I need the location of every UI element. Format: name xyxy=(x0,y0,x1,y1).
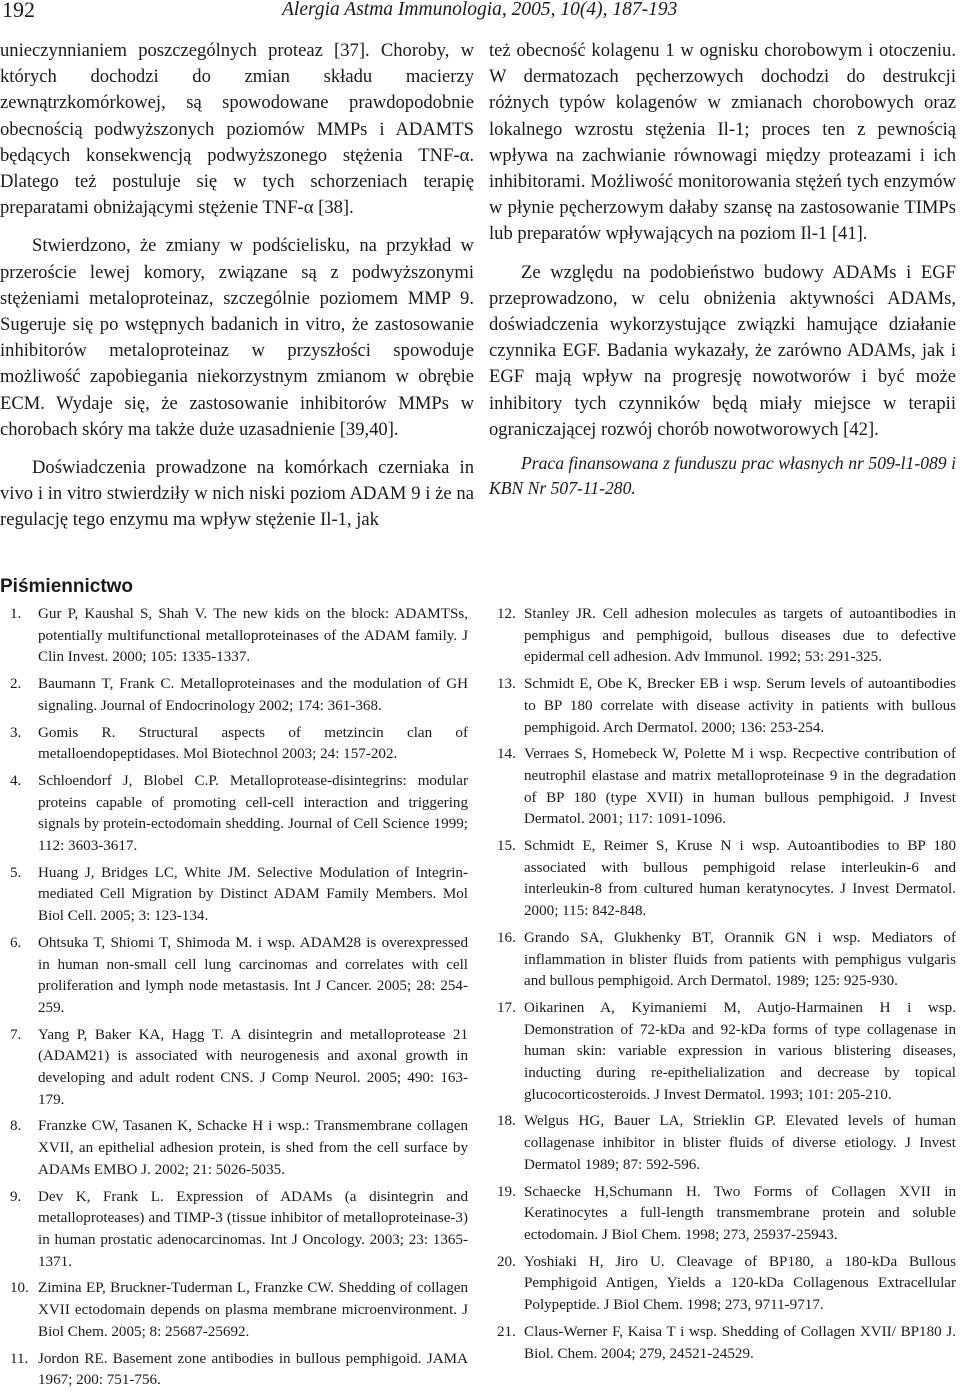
page-number: 192 xyxy=(2,0,35,22)
reference-item xyxy=(497,1111,956,1176)
reference-text: Zimina EP, Bruckner-Tuderman L, Franzke CW. Shedding of collagen XVII ectodomain depends on plasma membrane microenvironment. J Biol Chem. 2005; 8: 25687-25692. xyxy=(38,1280,468,1340)
reference-number: 11. xyxy=(10,1350,29,1367)
reference-text: Jordon RE. Basement zone antibodies in bullous pemphigoid. JAMA 1967; 200: 751-756. xyxy=(38,1350,468,1389)
reference-text: Schmidt E, Obe K, Brecker EB i wsp. Serum levels of autoantibodies to BP 180 correlate with disease activity in patients with bullous pemphigoid. Arch Dermatol. 2000; 136: 253-254. xyxy=(524,676,956,736)
reference-number: 9. xyxy=(10,1188,22,1205)
reference-text: Claus-Werner F, Kaisa T i wsp. Shedding of Collagen XVII/ BP180 J. Biol. Chem. 2004; 279, 24521-24529. xyxy=(524,1323,956,1362)
reference-item xyxy=(497,674,956,739)
reference-item xyxy=(0,1349,468,1392)
references-heading: Piśmiennictwo xyxy=(0,576,134,597)
reference-item xyxy=(497,928,956,993)
acknowledgement: Praca finansowana z funduszu prac własnych nr 509-l1-089 i KBN Nr 507-11-280. xyxy=(489,453,956,499)
reference-item xyxy=(497,1252,956,1317)
reference-number: 19. xyxy=(497,1183,516,1200)
references-column-right xyxy=(497,604,956,1370)
reference-text: Schaecke H,Schumann H. Two Forms of Collagen XVII in Keratinocytes a full-length transmembrane protein and soluble ectodomain. J Biol Chem. 1998; 273, 25937-25943. xyxy=(524,1183,956,1243)
reference-number: 17. xyxy=(497,999,516,1016)
paragraph: Doświadczenia prowadzone na komórkach czerniaka in vivo i in vitro stwierdziły w nich niski poziom ADAM 9 i że na regulację tego enzymu ma wpływ stężenie Il-1, jak xyxy=(0,457,474,531)
reference-text: Yang P, Baker KA, Hagg T. A disintegrin and metalloprotease 21 (ADAM21) is associated with neurogenesis and axonal growth in developing and adult rodent CNS. J Comp Neurol. 2005; 490: 163-179. xyxy=(38,1026,468,1108)
reference-item xyxy=(0,771,468,858)
paragraph: też obecność kolagenu 1 w ognisku chorobowym i otoczeniu. W dermatozach pęcherzowych dochodzi do destrukcji różnych typów kolagenów w zmianach chorobowych oraz lokalnego wzrostu stężenia Il-1; proces ten z pewnością wpływa na zachwianie równowagi między proteazami i ich inhibitorami. Możliwość monitorowania stężeń tych enzymów w płynie pęcherzowym dałaby szansę na zastosowanie TIMPs lub preparatów wpływających na poziom Il-1 [41]. xyxy=(489,40,956,245)
reference-item xyxy=(0,604,468,669)
paragraph: unieczynnianiem poszczególnych proteaz [37]. Choroby, w których dochodzi do zmian składu macierzy zewnątrzkomórkowej, są spowodowane prawdopodobnie obecnością podwyższonych poziomów MMPs i ADAMTS będących konsekwencją podwyższonego stężenia TNF-α. Dlatego też postuluje się w tych schorzeniach terapię preparatami obniżającymi stężenie TNF-α [38]. xyxy=(0,40,474,219)
reference-number: 14. xyxy=(497,746,516,763)
reference-number: 21. xyxy=(497,1323,516,1340)
reference-number: 8. xyxy=(10,1118,22,1135)
reference-text: Huang J, Bridges LC, White JM. Selective Modulation of Integrin-mediated Cell Migration by Distinct ADAM Family Members. Mol Biol Cell. 2005; 3: 123-134. xyxy=(38,864,468,925)
reference-number: 6. xyxy=(10,934,22,951)
reference-number: 12. xyxy=(497,606,516,622)
reference-item xyxy=(497,744,956,831)
reference-text: Ohtsuka T, Shiomi T, Shimoda M. i wsp. ADAM28 is overexpressed in human non-small cell lung carcinomas and correlates with cell proliferation and lymph node metastasis. Int J Cancer. 2005; 28: 254-259. xyxy=(38,934,468,1016)
reference-text: Dev K, Frank L. Expression of ADAMs (a disintegrin and metalloproteases) and TIMP-3 (tissue inhibitor of metalloproteinase-3) in human prostatic adenocarcinomas. Int J Oncology. 2003; 23: 1365-1371. xyxy=(38,1188,468,1270)
reference-text: Gomis R. Structural aspects of metzincin clan of metalloendopeptidases. Mol Biotechnol 2003; 24: 157-202. xyxy=(38,724,468,763)
reference-number: 13. xyxy=(497,676,516,693)
reference-number: 1. xyxy=(10,606,22,622)
reference-item xyxy=(497,836,956,923)
reference-text: Grando SA, Glukhenky BT, Orannik GN i wsp. Mediators of inflammation in blister fluids from patients with pemphigus vulgaris and bullous pemphigoid. Arch Dermatol. 1989; 125: 925-930. xyxy=(524,929,956,990)
reference-text: Yoshiaki H, Jiro U. Cleavage of BP180, a 180-kDa Bullous Pemphigoid Antigen, Yields a 120-kDa Collagenous Extracellular Polypeptide. J Biol Chem. 1998; 273, 9711-9717. xyxy=(524,1253,956,1314)
reference-text: Stanley JR. Cell adhesion molecules as targets of autoantibodies in pemphigus and pemphigoid, bullous diseases due to defective epidermal cell adhesion. Adv Immunol. 1992; 53: 291-325. xyxy=(524,606,956,666)
reference-item xyxy=(0,723,468,766)
reference-number: 7. xyxy=(10,1026,22,1043)
paragraph: Ze względu na podobieństwo budowy ADAMs i EGF przeprowadzono, w celu obniżenia aktywności ADAMs, doświadczenia wykorzystujące związki hamujące działanie czynnika EGF. Badania wykazały, że zarówno ADAMs, jak i EGF mają wpływ na progresję nowotworów i być może inhibitory tych czynników będą miały miejsce w terapii ograniczającej rozwój chorób nowotworowych [42]. xyxy=(489,261,956,440)
reference-text: Verraes S, Homebeck W, Polette M i wsp. Recpective contribution of neutrophil elastase and matrix metalloproteinase 9 in the degradation of BP 180 (type XVII) in human bullous pemphigoid. J Invest Dermatol. 2001; 117: 1091-1096. xyxy=(524,746,956,828)
body-column-left xyxy=(0,38,474,534)
reference-text: Schmidt E, Reimer S, Kruse N i wsp. Autoantibodies to BP 180 associated with bullous pemphigoid relase interleukin-6 and interleukin-8 from cultured human keratynocytes. J Invest Dermatol. 2000; 115: 842-848. xyxy=(524,838,956,920)
reference-text: Schloendorf J, Blobel C.P. Metalloprotease-disintegrins: modular proteins capable of promoting cell-cell interaction and triggering signals by protein-ectodomain shedding. Journal of Cell Science 1999; 112: 3603-3617. xyxy=(38,772,468,855)
reference-item xyxy=(0,1025,468,1112)
reference-text: Oikarinen A, Kyimaniemi M, Autjo-Harmainen H i wsp. Demonstration of 72-kDa and 92-kDa forms of type collagenase in human skin: variable expression in various blistering diseases, inducting during re-epithelialization and decrease by topical glucocorticosteroids. J Invest Dermatol. 1993; 101: 205-210. xyxy=(524,999,956,1103)
reference-number: 20. xyxy=(497,1253,516,1270)
reference-number: 15. xyxy=(497,838,516,855)
reference-item xyxy=(0,863,468,928)
references-column-left xyxy=(0,604,468,1397)
reference-text: Gur P, Kaushal S, Shah V. The new kids on the block: ADAMTSs, potentially multifunctional metalloproteinases of the ADAM family. J Clin Invest. 2000; 105: 1335-1337. xyxy=(38,606,468,666)
reference-item xyxy=(497,998,956,1107)
reference-number: 16. xyxy=(497,929,516,946)
reference-number: 3. xyxy=(10,724,22,741)
reference-number: 2. xyxy=(10,676,22,693)
reference-item xyxy=(0,1187,468,1274)
reference-item xyxy=(497,1322,956,1365)
reference-item xyxy=(497,604,956,669)
reference-number: 5. xyxy=(10,864,22,881)
reference-item xyxy=(0,1116,468,1181)
reference-item xyxy=(0,1278,468,1343)
body-column-right xyxy=(489,38,956,501)
reference-number: 10. xyxy=(10,1280,29,1297)
reference-item xyxy=(0,933,468,1020)
reference-text: Welgus HG, Bauer LA, Strieklin GP. Elevated levels of human collagenase inhibitor in blister fluids of diverse etiology. J Invest Dermatol 1989; 87: 592-596. xyxy=(524,1113,956,1173)
paragraph: Stwierdzono, że zmiany w podścielisku, na przykład w przeroście lewej komory, związane są z podwyższonymi stężeniami metaloproteinaz, szczególnie poziomem MMP 9. Sugeruje się po wstępnych badanich in vitro, że zastosowanie inhibitorów metaloproteinaz w przyszłości spowoduje możliwość zapobiegania niekorzystnym zmianom w obrębie ECM. Wydaje się, że zastosowanie inhibitorów MMPs w chorobach skóry ma także duże uzasadnienie [39,40]. xyxy=(0,235,474,440)
reference-item xyxy=(497,1182,956,1247)
reference-text: Franzke CW, Tasanen K, Schacke H i wsp.: Transmembrane collagen XVII, an epithelial adhesion protein, is shed from the cell surface by ADAMs EMBO J. 2002; 21: 5026-5035. xyxy=(38,1118,468,1178)
reference-text: Baumann T, Frank C. Metalloproteinases and the modulation of GH signaling. Journal of Endocrinology 2002; 174: 361-368. xyxy=(38,676,468,714)
reference-number: 18. xyxy=(497,1113,516,1130)
reference-item xyxy=(0,674,468,717)
journal-header: Alergia Astma Immunologia, 2005, 10(4), 187-193 xyxy=(282,0,678,20)
reference-number: 4. xyxy=(10,772,22,789)
